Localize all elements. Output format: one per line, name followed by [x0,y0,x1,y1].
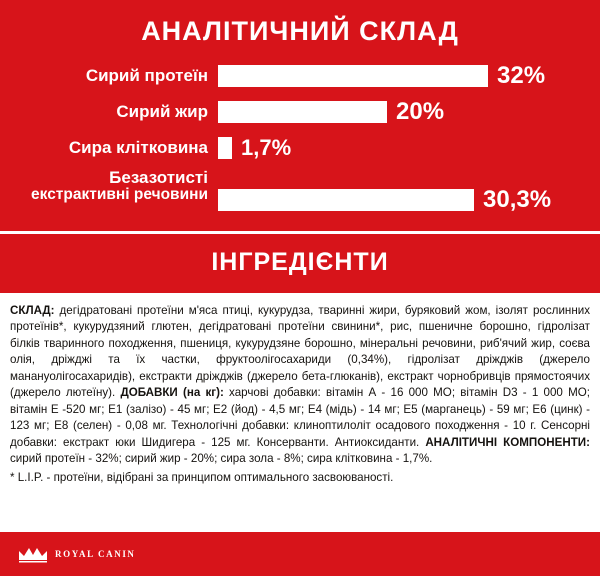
ingredients-text-section [0,293,600,494]
analytic-label-nfe-line2: екстрактивні речовини [31,185,208,203]
ingredients-lead-composition: СКЛАД: [10,304,55,317]
analytic-label-crude-fat: Сирий жир [116,102,208,122]
analytic-bar-crude-fibre [218,137,232,159]
ingredients-footnote: * L.I.P. - протеїни, відібрані за принципом оптимального засвоюваності. [10,470,394,484]
analytic-value-crude-fat: 20% [396,98,445,125]
analytic-value-nfe: 30,3% [483,186,552,213]
analytic-value-crude-protein: 32% [497,62,546,89]
ingredients-paragraph [10,303,590,468]
ingredients-lead-analytical: АНАЛІТИЧНІ КОМПОНЕНТИ: [425,435,590,449]
analytic-row-crude-fat [0,97,600,127]
analytic-bar-wrap-crude-protein [218,61,600,91]
analytical-composition-section [0,0,600,231]
brand-logo-text: ROYAL CANIN [55,548,136,559]
analytic-bar-wrap-nfe [218,169,600,211]
analytic-bar-wrap-crude-fat [218,97,600,127]
ingredients-body-text-2: харчові добавки: вітамін А - 16 000 МО; вітамін D3 - 1 000 МО; вітамін Е -520 мг; Е1 (залізо) - 45 мг; Е2 (йод) - 4,5 мг; Е4 (мідь) - 14 мг; Е5 (марганець) - 59 мг; Е6 (цинк) - 123 мг; Е8 (селен) - 0,08 мг. Технологічні добавки: клиноптилоліт осадового походження - 10 г. Сенсорні добавки: екстракт юки Шидигера - 125 мг. Консерванти. Антиоксиданти. [10,386,590,449]
analytic-label-crude-fibre: Сира клітковина [68,138,208,158]
ingredients-body-text-3: сирий протеїн - 32%; сирий жир - 20%; сира зола - 8%; сира клітковина - 1,7%. [10,452,433,466]
analytic-row-crude-fibre [0,133,600,163]
ingredients-body-text-1: дегідратовані протеїни м'яса птиці, кукурудза, тваринні жири, буряковий жом, ізолят рослинних протеїнів*, кукурудзяний глютен, дегідратовані протеїни свинини*, рис, пшеничне борошно, гідролізат білків тваринного походження, пшениця, кукурудзяне борошно, мінеральні речовини, риб'ячий жир, соєва олія, дріжджі та їх частки, фруктоолігосахариди (0,34%), гідролізат дріжджів (джерело манануолігосахаридів), екстракти дріжджів (джерело бета-глюканів), екстракт чорнобривців прямостоячих (джерело лютеїну). [10,304,590,400]
analytic-label-nfe [0,169,218,203]
brand-logo [0,545,136,563]
analytic-label-crude-protein: Сирий протеїн [85,66,208,86]
analytic-label-nfe-line1: Безазотисті [109,168,208,187]
analytical-composition-title: АНАЛІТИЧНИЙ СКЛАД [141,16,459,46]
analytic-bar-wrap-crude-fibre [218,133,600,163]
analytic-row-crude-protein [0,61,600,91]
analytic-bar-nfe [218,189,474,211]
analytic-bar-crude-fat [218,101,387,123]
analytic-value-crude-fibre: 1,7% [241,135,292,160]
ingredients-title: ІНГРЕДІЄНТИ [0,231,600,293]
brand-footer [0,532,600,576]
analytic-bar-crude-protein [218,65,488,87]
analytic-row-nfe [0,169,600,211]
crown-icon [18,545,48,563]
ingredients-lead-additives: ДОБАВКИ (на кг): [120,386,224,400]
